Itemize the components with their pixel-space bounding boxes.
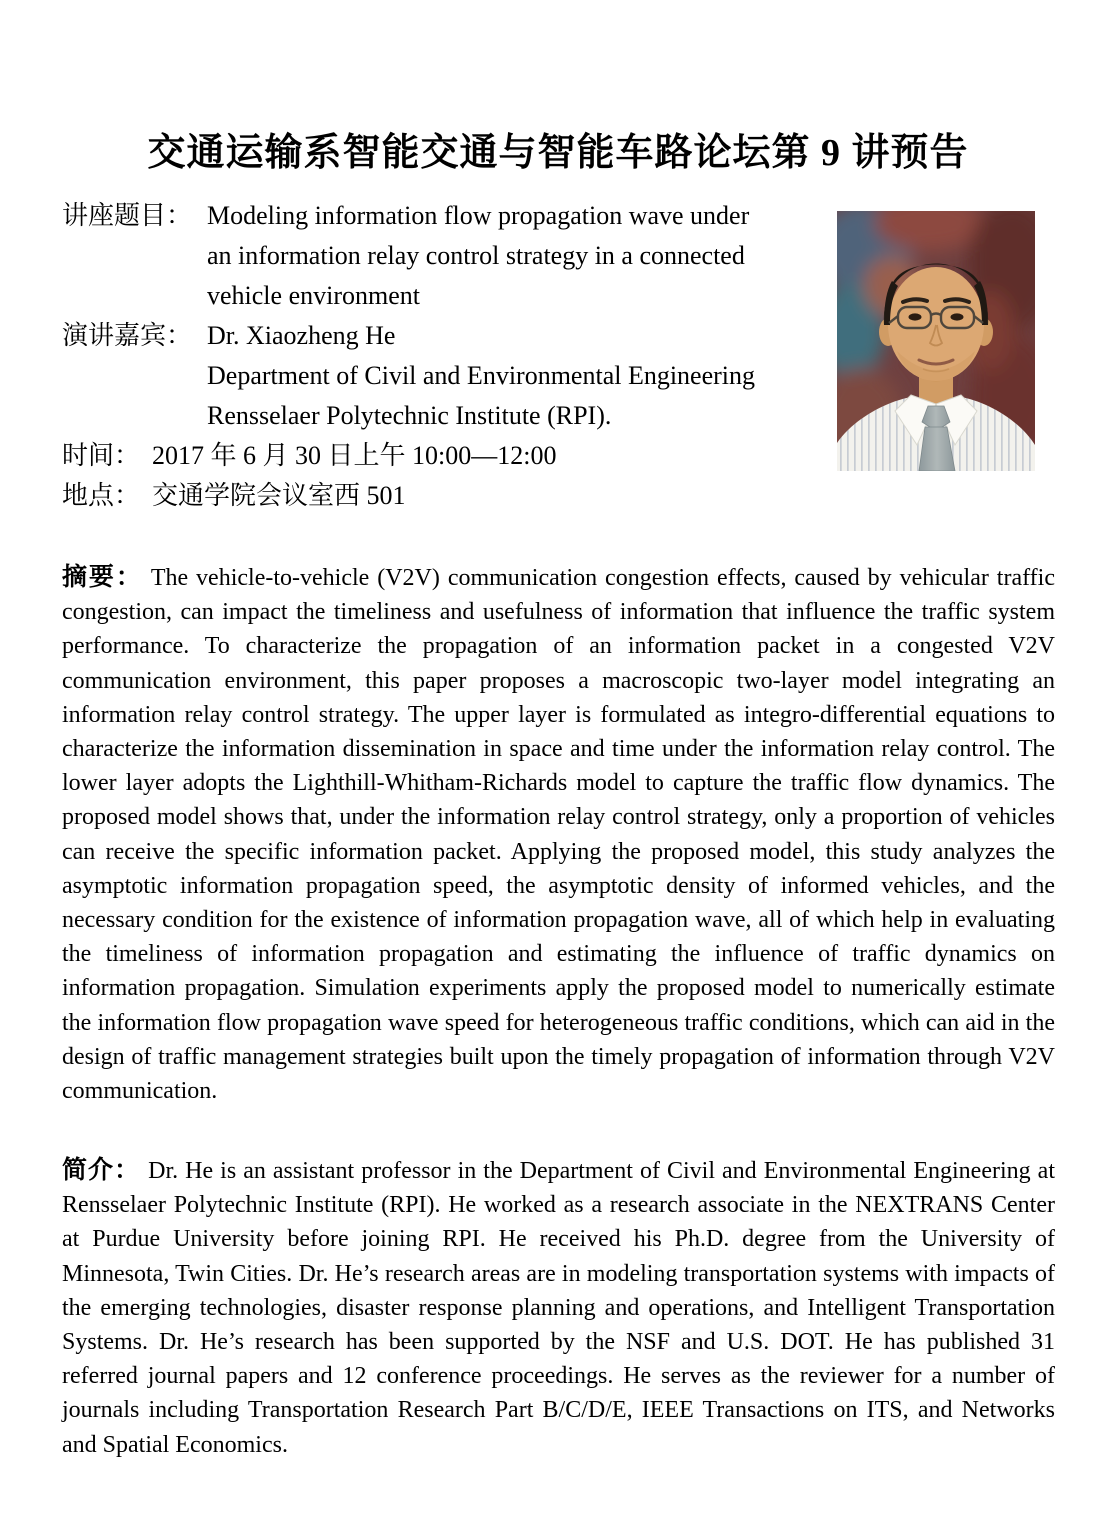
time-label: 时间： — [62, 441, 141, 470]
lecture-title-line: Modeling information flow propagation wave under — [207, 201, 750, 230]
bio-label: 简介： — [62, 1157, 141, 1184]
abstract-paragraph — [62, 561, 1055, 1108]
time-row — [62, 436, 837, 476]
lecture-title-row — [62, 196, 837, 316]
bio-paragraph — [62, 1154, 1055, 1462]
lecture-title-line: an information relay control strategy in a connected — [207, 241, 745, 270]
speaker-value — [207, 316, 837, 436]
location-row — [62, 476, 837, 516]
lecture-title-line: vehicle environment — [207, 281, 420, 310]
speaker-row — [62, 316, 837, 436]
speaker-photo — [837, 211, 1035, 471]
lecture-title-label: 讲座题目： — [62, 201, 193, 230]
location-value: 交通学院会议室西 501 — [152, 481, 406, 510]
lecture-info-block — [62, 196, 837, 516]
speaker-department: Department of Civil and Environmental Engineering — [207, 361, 756, 390]
speaker-institute: Rensselaer Polytechnic Institute (RPI). — [207, 401, 612, 430]
time-value: 2017 年 6 月 30 日上午 10:00—12:00 — [152, 441, 557, 470]
page-title: 交通运输系智能交通与智能车路论坛第 9 讲预告 — [147, 132, 969, 174]
location-label: 地点： — [62, 481, 141, 510]
abstract-label: 摘要： — [62, 564, 143, 591]
lecture-title-value — [207, 196, 837, 316]
bio-text: Dr. He is an assistant professor in the Department of Civil and Environmental Engineering at Rensselaer Polytechnic Institute (RPI). He worked as a research associate in the NEXTRANS Center at Purdue University before joining RPI. He received his Ph.D. degree from the University of Minnesota, Twin Cities. Dr. He’s research areas are in modeling transportation systems with impacts of the emerging technologies, disaster response planning and operations, and Intelligent Transportation Systems. Dr. He’s research has been supported by the NSF and U.S. DOT. He has published 31 referred journal papers and 12 conference proceedings. He serves as the reviewer for a number of journals including Transportation Research Part B/C/D/E, IEEE Transactions on ITS, and Networks and Spatial Economics. — [62, 1158, 1055, 1458]
speaker-name: Dr. Xiaozheng He — [207, 321, 396, 350]
abstract-text: The vehicle-to-vehicle (V2V) communication congestion effects, caused by vehicular traffic congestion, can impact the timeliness and usefulness of information that influence the traffic system performance. To characterize the propagation of an information packet in a congested V2V communication environment, this paper proposes a macroscopic two-layer model integrating an information relay control strategy. The upper layer is formulated as integro-differential equations to characterize the information dissemination in space and time under the information relay control. The lower layer adopts the Lighthill-Whitham-Richards model to capture the traffic flow dynamics. The proposed model shows that, under the information relay control strategy, only a proportion of vehicles can receive the specific information packet. Applying the proposed model, this study analyzes the asymptotic information propagation speed, the asymptotic density of informed vehicles, and the necessary condition for the existence of information propagation wave, all of which help in evaluating the timeliness of information propagation and estimating the influence of traffic dynamics on information propagation. Simulation experiments apply the proposed model to numerically estimate the information flow propagation wave speed for heterogeneous traffic conditions, which can aid in the design of traffic management strategies built upon the timely propagation of information through V2V communication. — [62, 565, 1055, 1105]
speaker-label: 演讲嘉宾： — [62, 321, 193, 350]
